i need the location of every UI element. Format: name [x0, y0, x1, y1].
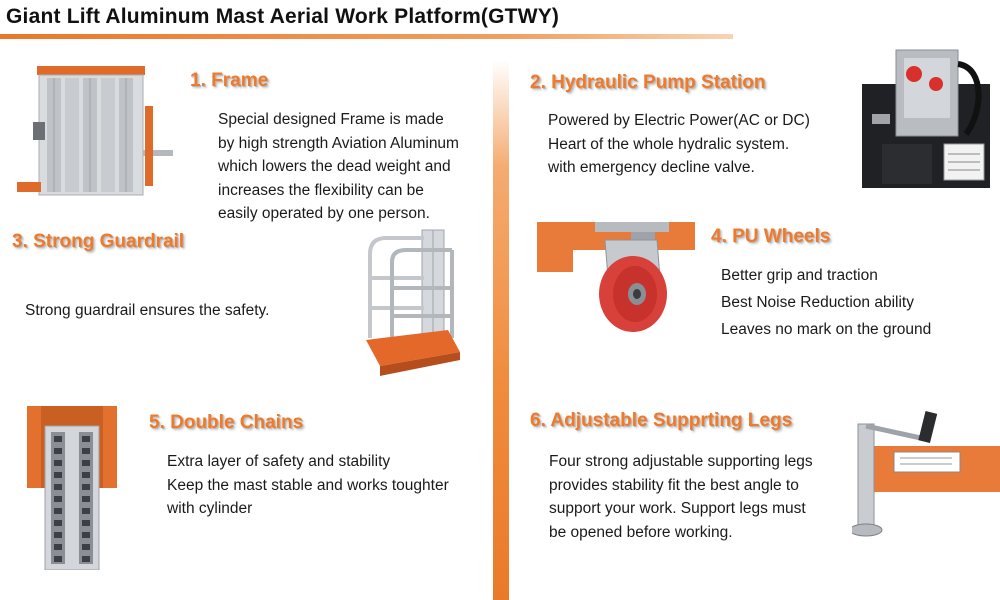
title-underline [0, 34, 733, 39]
text-line: Strong guardrail ensures the safety. [25, 302, 270, 319]
guardrail-basket-photo [362, 228, 462, 380]
feature-title-supporting-legs: 6. Adjustable Supprting Legs [530, 410, 793, 431]
text-line: by high strength Aviation Aluminum [218, 134, 459, 152]
text-line: support your work. Support legs must [549, 500, 806, 517]
text-line: be opened before working. [549, 523, 733, 541]
text-line: Powered by Electric Power(AC or DC) [548, 112, 810, 129]
feature-title-pu-wheels: 4. PU Wheels [711, 226, 831, 247]
text-line: Special designed Frame is made [218, 111, 444, 128]
center-divider [493, 60, 509, 600]
text-line: Extra layer of safety and stability [167, 453, 391, 470]
text-line: Heart of the whole hydralic system. [548, 135, 790, 153]
feature-title-frame: 1. Frame [190, 70, 269, 91]
page-title: Giant Lift Aluminum Mast Aerial Work Platform(GTWY) [6, 5, 560, 28]
feature-title-hydraulic-pump: 2. Hydraulic Pump Station [530, 72, 766, 93]
text-line: Best Noise Reduction ability [721, 294, 914, 311]
text-line: Keep the mast stable and works toughter [167, 476, 449, 494]
supporting-leg-photo [852, 406, 1000, 540]
feature-title-guardrail: 3. Strong Guardrail [12, 231, 185, 252]
feature-text-hydraulic-pump [548, 109, 810, 180]
text-line: Better grip and traction [721, 267, 878, 284]
feature-text-double-chains [167, 450, 449, 521]
text-line: easily operated by one person. [218, 205, 430, 222]
feature-text-frame [218, 108, 459, 226]
text-line: Four strong adjustable supporting legs [549, 453, 813, 470]
text-line: provides stability fit the best angle to [549, 476, 799, 494]
aluminum-frame-photo [15, 62, 175, 200]
feature-text-guardrail [25, 299, 269, 323]
hydraulic-pump-photo [858, 44, 994, 192]
feature-text-supporting-legs [549, 450, 813, 544]
text-line: which lowers the dead weight and [218, 158, 451, 175]
double-chains-photo [27, 406, 117, 570]
text-line: Leaves no mark on the ground [721, 321, 932, 338]
text-line: with cylinder [167, 500, 253, 517]
feature-text-pu-wheels [721, 262, 931, 343]
text-line: increases the flexibility can be [218, 181, 424, 199]
feature-title-double-chains: 5. Double Chains [149, 412, 304, 433]
text-line: with emergency decline valve. [548, 159, 755, 176]
pu-wheel-photo [537, 220, 695, 332]
